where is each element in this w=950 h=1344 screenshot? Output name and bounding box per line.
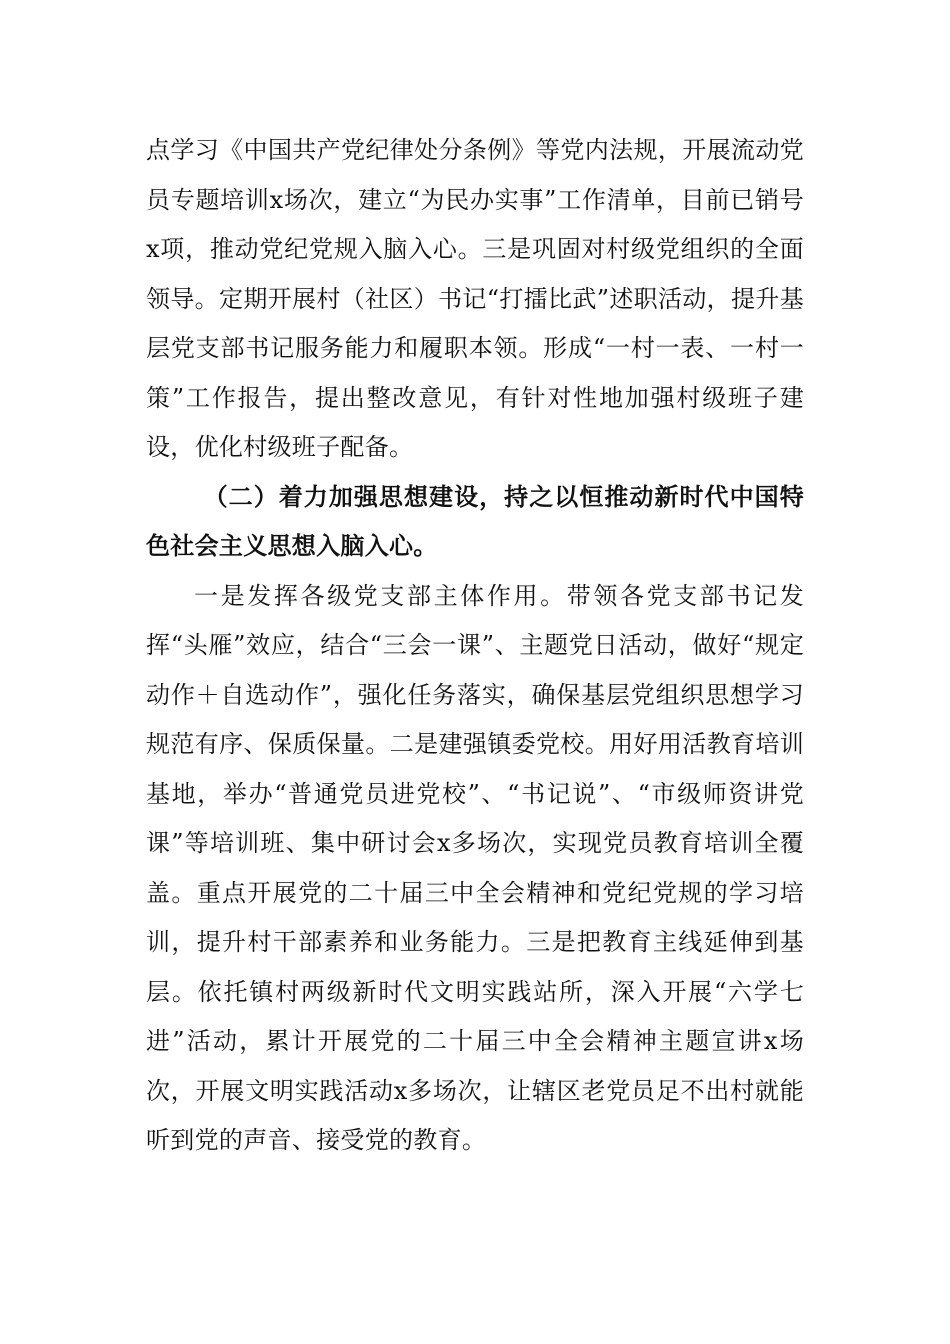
section-heading: （二）着力加强思想建设，持之以恒推动新时代中国特色社会主义思想入脑入心。: [146, 482, 804, 560]
document-body: [146, 126, 804, 1166]
paragraph-continuation: 点学习《中国共产党纪律处分条例》等党内法规，开展流动党员专题培训x场次，建立“为民办实事”工作清单，目前已销号x项，推动党纪党规入脑入心。三是巩固对村级党组织的全面领导。定期开展村（社区）书记“打擂比武”述职活动，提升基层党支部书记服务能力和履职本领。形成“一村一表、一村一策”工作报告，提出整改意见，有针对性地加强村级班子建设，优化村级班子配备。: [146, 136, 804, 461]
paragraph-body: 一是发挥各级党支部主体作用。带领各党支部书记发挥“头雁”效应，结合“三会一课”、主题党日活动，做好“规定动作＋自选动作”，强化任务落实，确保基层党组织思想学习规范有序、保质保量。二是建强镇委党校。用好用活教育培训基地，举办“普通党员进党校”、“书记说”、“市级师资讲党课”等培训班、集中研讨会x多场次，实现党员教育培训全覆盖。重点开展党的二十届三中全会精神和党纪党规的学习培训，提升村干部素养和业务能力。三是把教育主线延伸到基层。依托镇村两级新时代文明实践站所，深入开展“六学七进”活动，累计开展党的二十届三中全会精神主题宣讲x场次，开展文明实践活动x多场次，让辖区老党员足不出村就能听到党的声音、接受党的教育。: [146, 581, 804, 1154]
